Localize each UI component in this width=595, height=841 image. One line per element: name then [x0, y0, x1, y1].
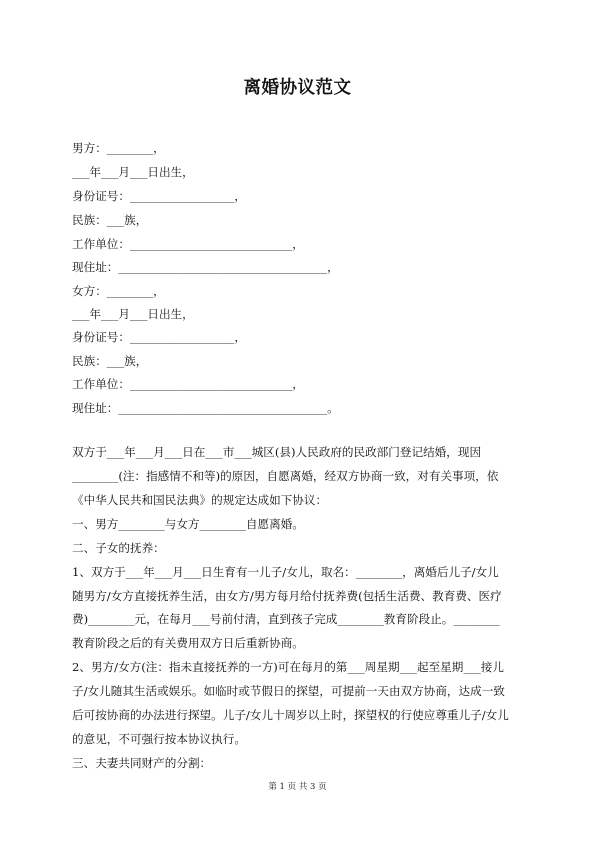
section-heading: 三、夫妻共同财产的分割：	[72, 756, 212, 770]
party-info-line: 身份证号：__________________，	[72, 189, 246, 203]
body-text-line: 的意见，不可强行按本协议执行。	[72, 732, 246, 746]
party-info-line: 身份证号：__________________，	[72, 330, 246, 344]
body-text-line: ________(注：指感情不和等)的原因，自愿离婚，经双方协商一致，对有关事项，依	[72, 469, 499, 483]
body-text-line: 双方于___年___月___日在___市___城区(县)人民政府的民政部门登记结婚，现因	[72, 445, 482, 459]
section-heading: 二、子女的抚养：	[72, 541, 165, 555]
page-footer: 第 1 页 共 3 页	[268, 782, 327, 792]
party-info-line: 工作单位：____________________________，	[72, 237, 304, 251]
body-text-line: 《中华人民共和国民法典》的规定达成如下协议：	[72, 493, 328, 507]
document-title: 离婚协议范文	[243, 78, 352, 98]
party-info-line: ___年___月___日出生，	[72, 165, 194, 179]
party-info-line: 男方：________，	[72, 141, 165, 155]
body-text-line: 费)________元，在每月___号前付清，直到孩子完成________教育阶段止。________	[72, 612, 500, 626]
party-info-line: 现住址：____________________________________，	[72, 260, 339, 274]
party-info-line: 女方：________，	[72, 284, 165, 298]
party-info-line: ___年___月___日出生，	[72, 307, 194, 321]
party-info-line: 民族：___族，	[72, 213, 148, 227]
body-text-line: 子/女儿随其生活或娱乐。如临时或节假日的探望，可提前一天由双方协商，达成一致	[72, 684, 505, 698]
body-text-line: 2、男方/女方(注：指未直接抚养的一方)可在每月的第___周星期___起至星期___接儿	[72, 660, 504, 674]
body-text-line: 教育阶段之后的有关费用双方日后重新协商。	[72, 636, 304, 650]
party-info-line: 工作单位：____________________________，	[72, 377, 304, 391]
section-heading: 一、男方________与女方________自愿离婚。	[72, 517, 304, 531]
body-text-line: 随男方/女方直接抚养生活，由女方/男方每月给付抚养费(包括生活费、教育费、医疗	[72, 589, 502, 603]
body-text-line: 1、双方于___年___月___日生育有一儿子/女儿，取名：________，离婚后儿子/女儿	[72, 565, 499, 579]
party-info-line: 民族：___族，	[72, 354, 148, 368]
body-text-line: 后可按协商的办法进行探望。儿子/女儿十周岁以上时，探望权的行使应尊重儿子/女儿	[72, 708, 509, 722]
party-info-line: 现住址：____________________________________。	[72, 401, 339, 415]
